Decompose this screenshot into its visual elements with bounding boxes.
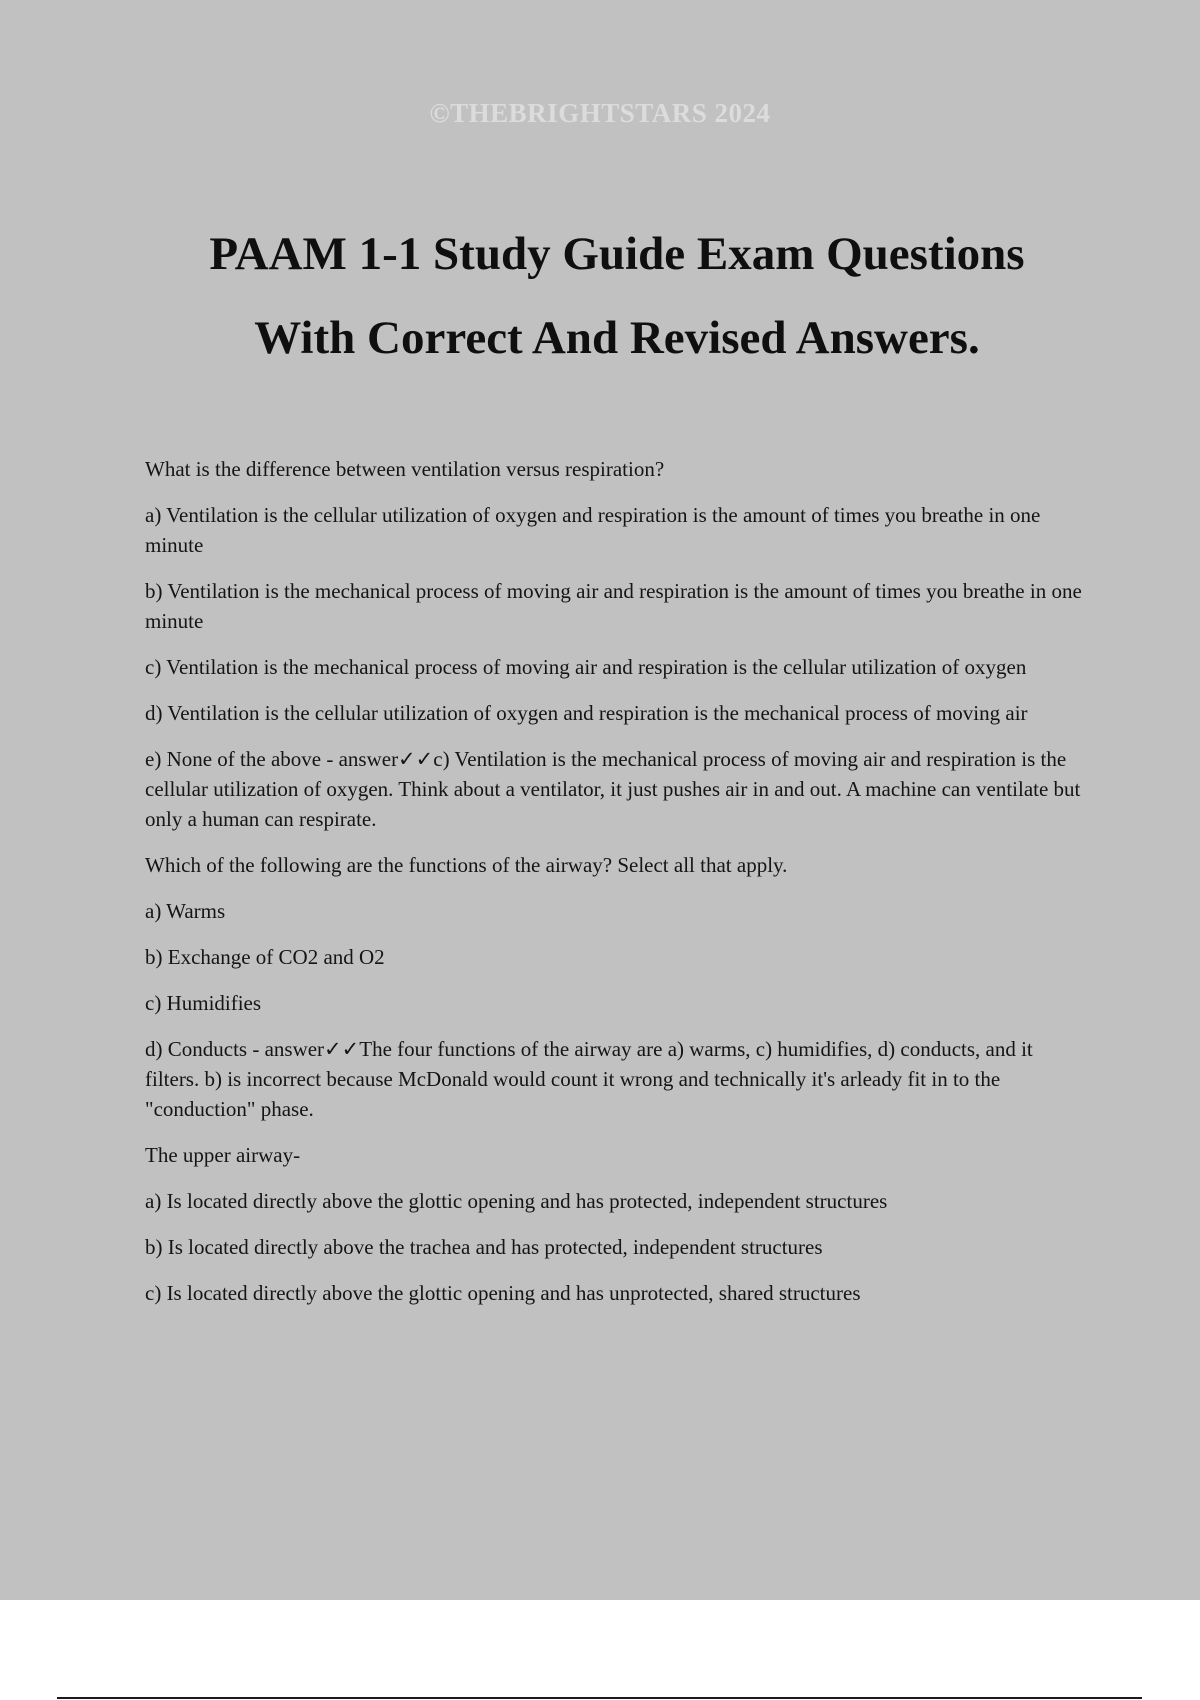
answer-option: b) Is located directly above the trachea and has protected, independent structures	[145, 1235, 823, 1259]
question-body	[145, 454, 1090, 1324]
answer-option: d) Ventilation is the cellular utilization of oxygen and respiration is the mechanical process of moving air	[145, 701, 1028, 725]
answer-option: a) Warms	[145, 899, 226, 923]
answer-option-with-explanation: e) None of the above - answer✓✓c) Ventilation is the mechanical process of moving air and respiration is the cellular utilization of oxygen. Think about a ventilator, it just pushes air in and out. A machine can ventilate but only a human can respirate.	[145, 747, 1081, 831]
answer-option: b) Ventilation is the mechanical process of moving air and respiration is the amount of times you breathe in one minute	[145, 579, 1082, 633]
answer-option: c) Ventilation is the mechanical process of moving air and respiration is the cellular utilization of oxygen	[145, 655, 1027, 679]
document-title	[0, 212, 1200, 380]
question-ventilation-respiration: What is the difference between ventilation versus respiration?	[145, 457, 665, 481]
watermark: ©THEBRIGHTSTARS 2024	[429, 98, 771, 128]
answer-option: c) Is located directly above the glottic opening and has unprotected, shared structures	[145, 1281, 861, 1305]
question-upper-airway: The upper airway-	[145, 1143, 301, 1167]
footer-divider	[57, 1697, 1142, 1699]
answer-option-with-explanation: d) Conducts - answer✓✓The four functions of the airway are a) warms, c) humidifies, d) conducts, and it filters. b) is incorrect because McDonald would count it wrong and technically it's arleady fit in to the "conduction" phase.	[145, 1037, 1033, 1121]
answer-option: a) Is located directly above the glottic opening and has protected, independent structures	[145, 1189, 888, 1213]
title-line-2: With Correct And Revised Answers.	[254, 312, 980, 364]
question-airway-functions: Which of the following are the functions of the airway? Select all that apply.	[145, 853, 788, 877]
answer-option: c) Humidifies	[145, 991, 262, 1015]
title-line-1: PAAM 1-1 Study Guide Exam Questions	[209, 228, 1025, 280]
answer-option: b) Exchange of CO2 and O2	[145, 945, 385, 969]
answer-option: a) Ventilation is the cellular utilization of oxygen and respiration is the amount of times you breathe in one minute	[145, 503, 1041, 557]
